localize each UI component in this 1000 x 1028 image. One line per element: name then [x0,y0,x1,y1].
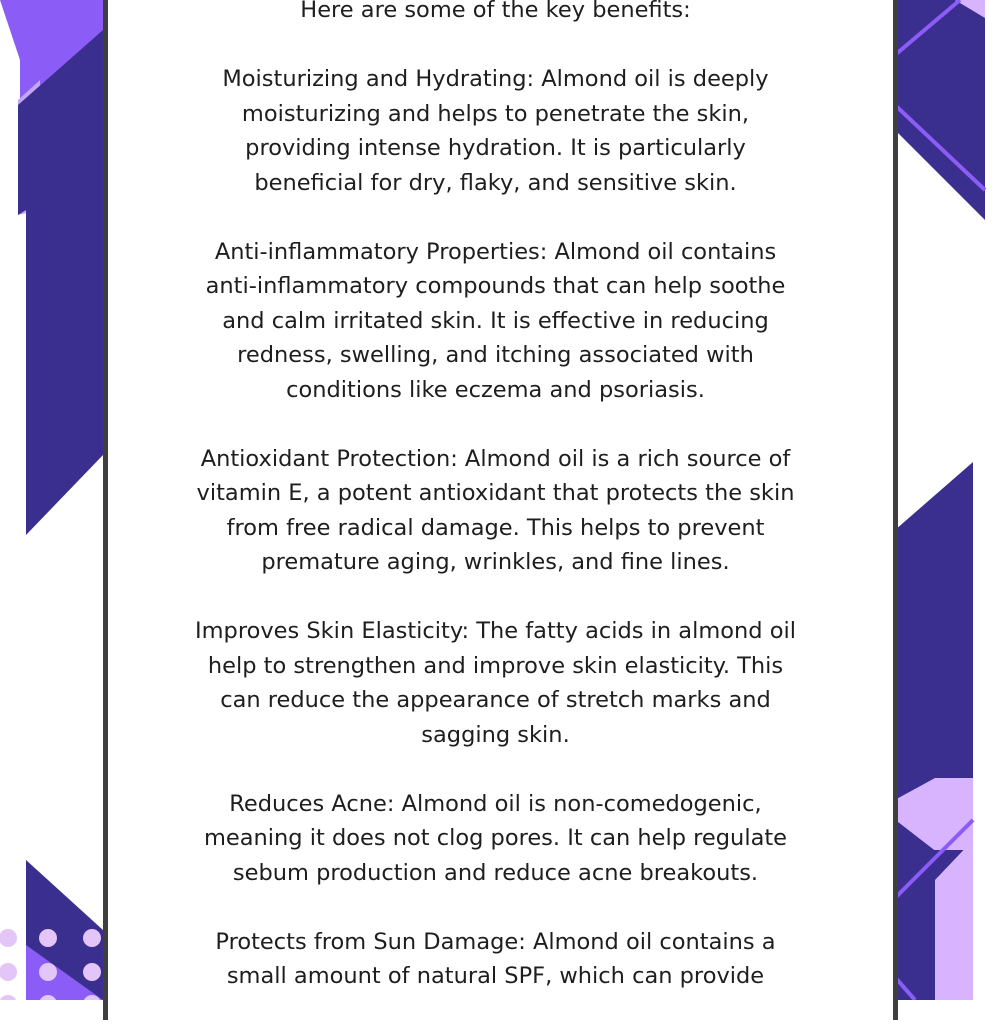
benefit-sun-damage [108,925,883,994]
benefit-line: Antioxidant Protection: Almond oil is a rich source of [200,445,791,472]
benefit-elasticity [108,614,883,752]
benefits-text [108,0,883,1028]
dot [0,963,17,981]
intro-text: Here are some of the key benefits: [300,0,691,23]
benefit-line: vitamin E, a potent antioxidant that protects the skin [196,480,795,506]
benefit-antioxidant [108,442,883,580]
dot [39,929,57,947]
benefit-line: Reduces Acne: Almond oil is non-comedogenic, [229,790,762,817]
benefit-anti-inflammatory [108,235,883,408]
benefit-line: redness, swelling, and itching associated with [237,342,754,368]
right-deep-purple-top [895,0,985,220]
benefit-line: anti-inflammatory compounds that can help soothe [205,273,786,299]
dot [0,995,17,1000]
dot [39,963,57,981]
benefit-line: Moisturizing and Hydrating: Almond oil is deeply [222,66,769,92]
benefit-line: from free radical damage. This helps to prevent [226,514,765,541]
benefit-line: providing intense hydration. It is particularly [245,135,746,161]
dot [83,929,101,947]
left-deep-purple-block [18,30,103,535]
benefit-line: beneficial for dry, flaky, and sensitive skin. [254,169,737,196]
benefit-line: conditions like eczema and psoriasis. [286,376,705,403]
benefit-line: sagging skin. [421,721,570,748]
benefit-line: Protects from Sun Damage: Almond oil contains a [215,928,776,955]
benefit-line: premature aging, wrinkles, and fine lines. [261,549,730,575]
benefit-line: sebum production and reduce acne breakouts. [232,859,759,886]
benefit-line: help to strengthen and improve skin elasticity. This [207,652,784,679]
dot [83,963,101,981]
benefit-line: moisturizing and helps to penetrate the skin, [241,100,750,127]
benefit-line: can reduce the appearance of stretch marks and [220,687,771,713]
benefit-line: and calm irritated skin. It is effective in reducing [222,307,769,334]
benefit-line: Improves Skin Elasticity: The fatty acids in almond oil [194,618,796,644]
benefit-acne [108,787,883,891]
benefit-line: small amount of natural SPF, which can provide [226,963,765,989]
dot [0,929,17,947]
benefit-line: meaning it does not clog pores. It can help regulate [203,825,788,851]
benefit-moisturizing [108,62,883,200]
benefit-line: Anti-inflammatory Properties: Almond oil contains [214,238,777,265]
